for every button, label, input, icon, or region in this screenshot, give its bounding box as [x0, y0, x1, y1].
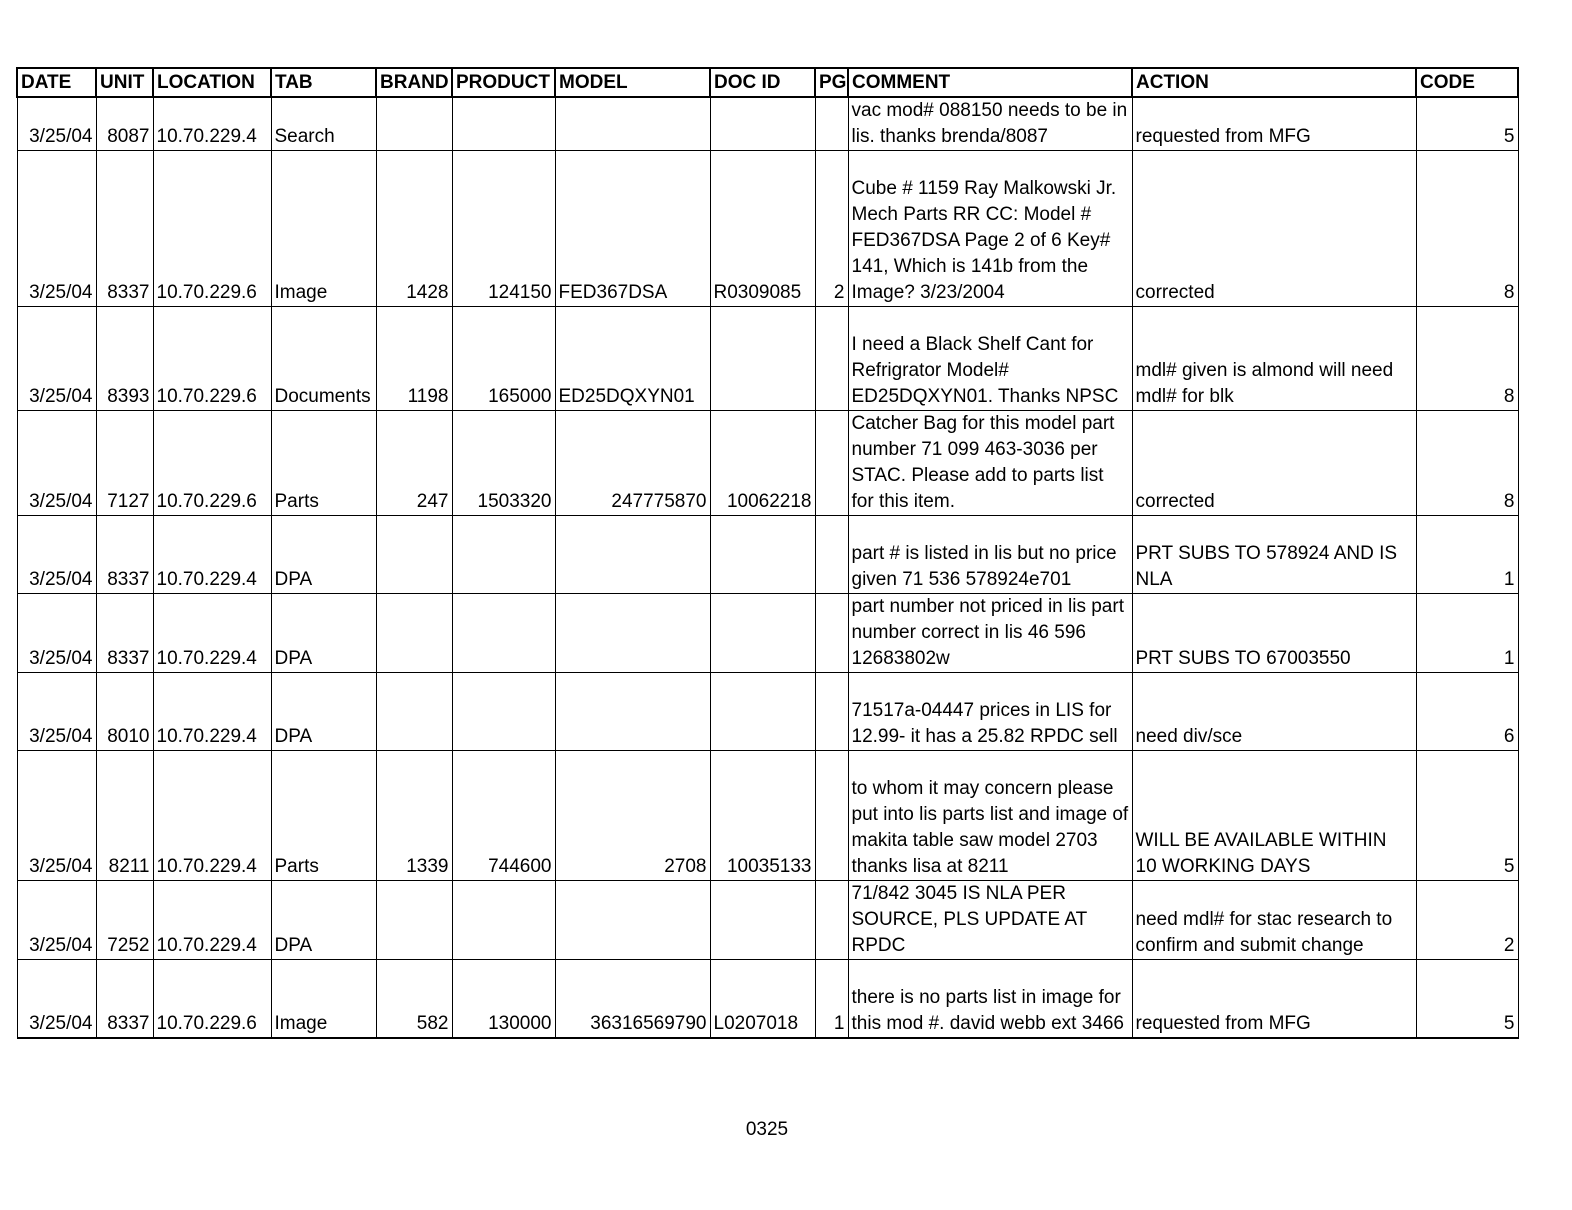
table-row	[17, 516, 1518, 594]
cell-action: PRT SUBS TO 67003550	[1132, 594, 1416, 673]
cell-action: corrected	[1132, 411, 1416, 516]
cell-location: 10.70.229.6	[153, 307, 271, 411]
table-row	[17, 411, 1518, 516]
header-brand: BRAND	[376, 68, 452, 97]
cell-pg	[815, 594, 848, 673]
table-row	[17, 97, 1518, 151]
cell-doc-id	[710, 673, 815, 751]
table-row	[17, 751, 1518, 881]
cell-location: 10.70.229.4	[153, 97, 271, 151]
cell-comment: Catcher Bag for this model part number 71 099 463-3036 per STAC. Please add to parts list for this item.	[848, 411, 1132, 516]
cell-date: 3/25/04	[17, 960, 96, 1038]
header-code: CODE	[1416, 68, 1518, 97]
cell-code: 5	[1416, 960, 1518, 1038]
cell-product: 124150	[452, 151, 555, 307]
cell-location: 10.70.229.4	[153, 881, 271, 960]
cell-date: 3/25/04	[17, 594, 96, 673]
cell-date: 3/25/04	[17, 881, 96, 960]
cell-pg	[815, 307, 848, 411]
cell-location: 10.70.229.4	[153, 751, 271, 881]
parts-issue-log-table	[16, 67, 1519, 1039]
cell-pg	[815, 673, 848, 751]
cell-product: 165000	[452, 307, 555, 411]
cell-action: PRT SUBS TO 578924 AND IS NLA	[1132, 516, 1416, 594]
cell-code: 5	[1416, 97, 1518, 151]
cell-code: 8	[1416, 307, 1518, 411]
cell-doc-id: R0309085	[710, 151, 815, 307]
cell-date: 3/25/04	[17, 673, 96, 751]
cell-doc-id: 10062218	[710, 411, 815, 516]
cell-tab: Image	[271, 151, 376, 307]
cell-comment: part # is listed in lis but no price given 71 536 578924e701	[848, 516, 1132, 594]
header-date: DATE	[17, 68, 96, 97]
cell-pg	[815, 881, 848, 960]
cell-brand	[376, 673, 452, 751]
cell-brand: 1428	[376, 151, 452, 307]
cell-action: requested from MFG	[1132, 97, 1416, 151]
cell-product: 130000	[452, 960, 555, 1038]
cell-unit: 7127	[96, 411, 153, 516]
cell-code: 6	[1416, 673, 1518, 751]
cell-unit: 8337	[96, 151, 153, 307]
cell-tab: DPA	[271, 594, 376, 673]
cell-unit: 8087	[96, 97, 153, 151]
cell-action: WILL BE AVAILABLE WITHIN 10 WORKING DAYS	[1132, 751, 1416, 881]
cell-pg: 2	[815, 151, 848, 307]
cell-brand	[376, 594, 452, 673]
cell-doc-id: 10035133	[710, 751, 815, 881]
cell-tab: DPA	[271, 673, 376, 751]
cell-pg	[815, 751, 848, 881]
cell-code: 8	[1416, 411, 1518, 516]
cell-code: 8	[1416, 151, 1518, 307]
cell-product	[452, 673, 555, 751]
cell-brand: 247	[376, 411, 452, 516]
header-model: MODEL	[555, 68, 710, 97]
cell-comment: part number not priced in lis part number correct in lis 46 596 12683802w	[848, 594, 1132, 673]
cell-doc-id	[710, 516, 815, 594]
cell-model	[555, 594, 710, 673]
cell-unit: 8337	[96, 594, 153, 673]
cell-pg	[815, 516, 848, 594]
table-row	[17, 673, 1518, 751]
cell-product: 1503320	[452, 411, 555, 516]
cell-comment: vac mod# 088150 needs to be in lis. thanks brenda/8087	[848, 97, 1132, 151]
cell-pg	[815, 97, 848, 151]
cell-code: 1	[1416, 594, 1518, 673]
cell-tab: Parts	[271, 411, 376, 516]
cell-brand: 1339	[376, 751, 452, 881]
cell-date: 3/25/04	[17, 751, 96, 881]
table-row	[17, 307, 1518, 411]
cell-location: 10.70.229.6	[153, 960, 271, 1038]
table-row	[17, 151, 1518, 307]
header-pg: PG	[815, 68, 848, 97]
cell-model: 2708	[555, 751, 710, 881]
header-location: LOCATION	[153, 68, 271, 97]
page-number: 0325	[745, 1119, 789, 1140]
cell-date: 3/25/04	[17, 151, 96, 307]
cell-brand	[376, 881, 452, 960]
cell-tab: Image	[271, 960, 376, 1038]
cell-comment: I need a Black Shelf Cant for Refrigrator Model# ED25DQXYN01. Thanks NPSC	[848, 307, 1132, 411]
cell-doc-id: L0207018	[710, 960, 815, 1038]
cell-product: 744600	[452, 751, 555, 881]
cell-model: FED367DSA	[555, 151, 710, 307]
cell-product	[452, 594, 555, 673]
header-product: PRODUCT	[452, 68, 555, 97]
cell-comment: 71/842 3045 IS NLA PER SOURCE, PLS UPDATE AT RPDC	[848, 881, 1132, 960]
cell-code: 1	[1416, 516, 1518, 594]
cell-location: 10.70.229.4	[153, 516, 271, 594]
cell-brand: 1198	[376, 307, 452, 411]
cell-unit: 8393	[96, 307, 153, 411]
cell-brand	[376, 97, 452, 151]
cell-date: 3/25/04	[17, 516, 96, 594]
cell-unit: 8337	[96, 516, 153, 594]
cell-model	[555, 673, 710, 751]
cell-brand: 582	[376, 960, 452, 1038]
cell-location: 10.70.229.6	[153, 151, 271, 307]
cell-pg: 1	[815, 960, 848, 1038]
cell-doc-id	[710, 881, 815, 960]
cell-comment: 71517a-04447 prices in LIS for 12.99- it has a 25.82 RPDC sell	[848, 673, 1132, 751]
cell-model: 36316569790	[555, 960, 710, 1038]
cell-comment: to whom it may concern please put into lis parts list and image of makita table saw model 2703 thanks lisa at 8211	[848, 751, 1132, 881]
cell-action: need div/sce	[1132, 673, 1416, 751]
cell-date: 3/25/04	[17, 411, 96, 516]
table-row	[17, 594, 1518, 673]
cell-action: requested from MFG	[1132, 960, 1416, 1038]
cell-product	[452, 881, 555, 960]
cell-tab: DPA	[271, 516, 376, 594]
cell-model	[555, 881, 710, 960]
header-action: ACTION	[1132, 68, 1416, 97]
cell-tab: Documents	[271, 307, 376, 411]
table-row	[17, 960, 1518, 1038]
cell-pg	[815, 411, 848, 516]
cell-product	[452, 516, 555, 594]
header-row	[17, 68, 1518, 97]
cell-code: 2	[1416, 881, 1518, 960]
cell-action: corrected	[1132, 151, 1416, 307]
header-unit: UNIT	[96, 68, 153, 97]
header-doc-id: DOC ID	[710, 68, 815, 97]
cell-location: 10.70.229.6	[153, 411, 271, 516]
cell-comment: there is no parts list in image for this mod #. david webb ext 3466	[848, 960, 1132, 1038]
table-row	[17, 881, 1518, 960]
cell-model	[555, 97, 710, 151]
cell-product	[452, 97, 555, 151]
cell-action: need mdl# for stac research to confirm and submit change	[1132, 881, 1416, 960]
cell-model	[555, 516, 710, 594]
cell-unit: 8010	[96, 673, 153, 751]
cell-model: 247775870	[555, 411, 710, 516]
cell-brand	[376, 516, 452, 594]
cell-model: ED25DQXYN01	[555, 307, 710, 411]
cell-tab: DPA	[271, 881, 376, 960]
cell-date: 3/25/04	[17, 97, 96, 151]
cell-unit: 7252	[96, 881, 153, 960]
header-comment: COMMENT	[848, 68, 1132, 97]
cell-doc-id	[710, 594, 815, 673]
cell-unit: 8337	[96, 960, 153, 1038]
cell-location: 10.70.229.4	[153, 673, 271, 751]
header-tab: TAB	[271, 68, 376, 97]
cell-date: 3/25/04	[17, 307, 96, 411]
cell-doc-id	[710, 97, 815, 151]
cell-location: 10.70.229.4	[153, 594, 271, 673]
cell-tab: Search	[271, 97, 376, 151]
cell-doc-id	[710, 307, 815, 411]
cell-tab: Parts	[271, 751, 376, 881]
cell-code: 5	[1416, 751, 1518, 881]
cell-unit: 8211	[96, 751, 153, 881]
cell-action: mdl# given is almond will need mdl# for blk	[1132, 307, 1416, 411]
cell-comment: Cube # 1159 Ray Malkowski Jr. Mech Parts RR CC: Model # FED367DSA Page 2 of 6 Key# 141, Which is 141b from the Image? 3/23/2004	[848, 151, 1132, 307]
